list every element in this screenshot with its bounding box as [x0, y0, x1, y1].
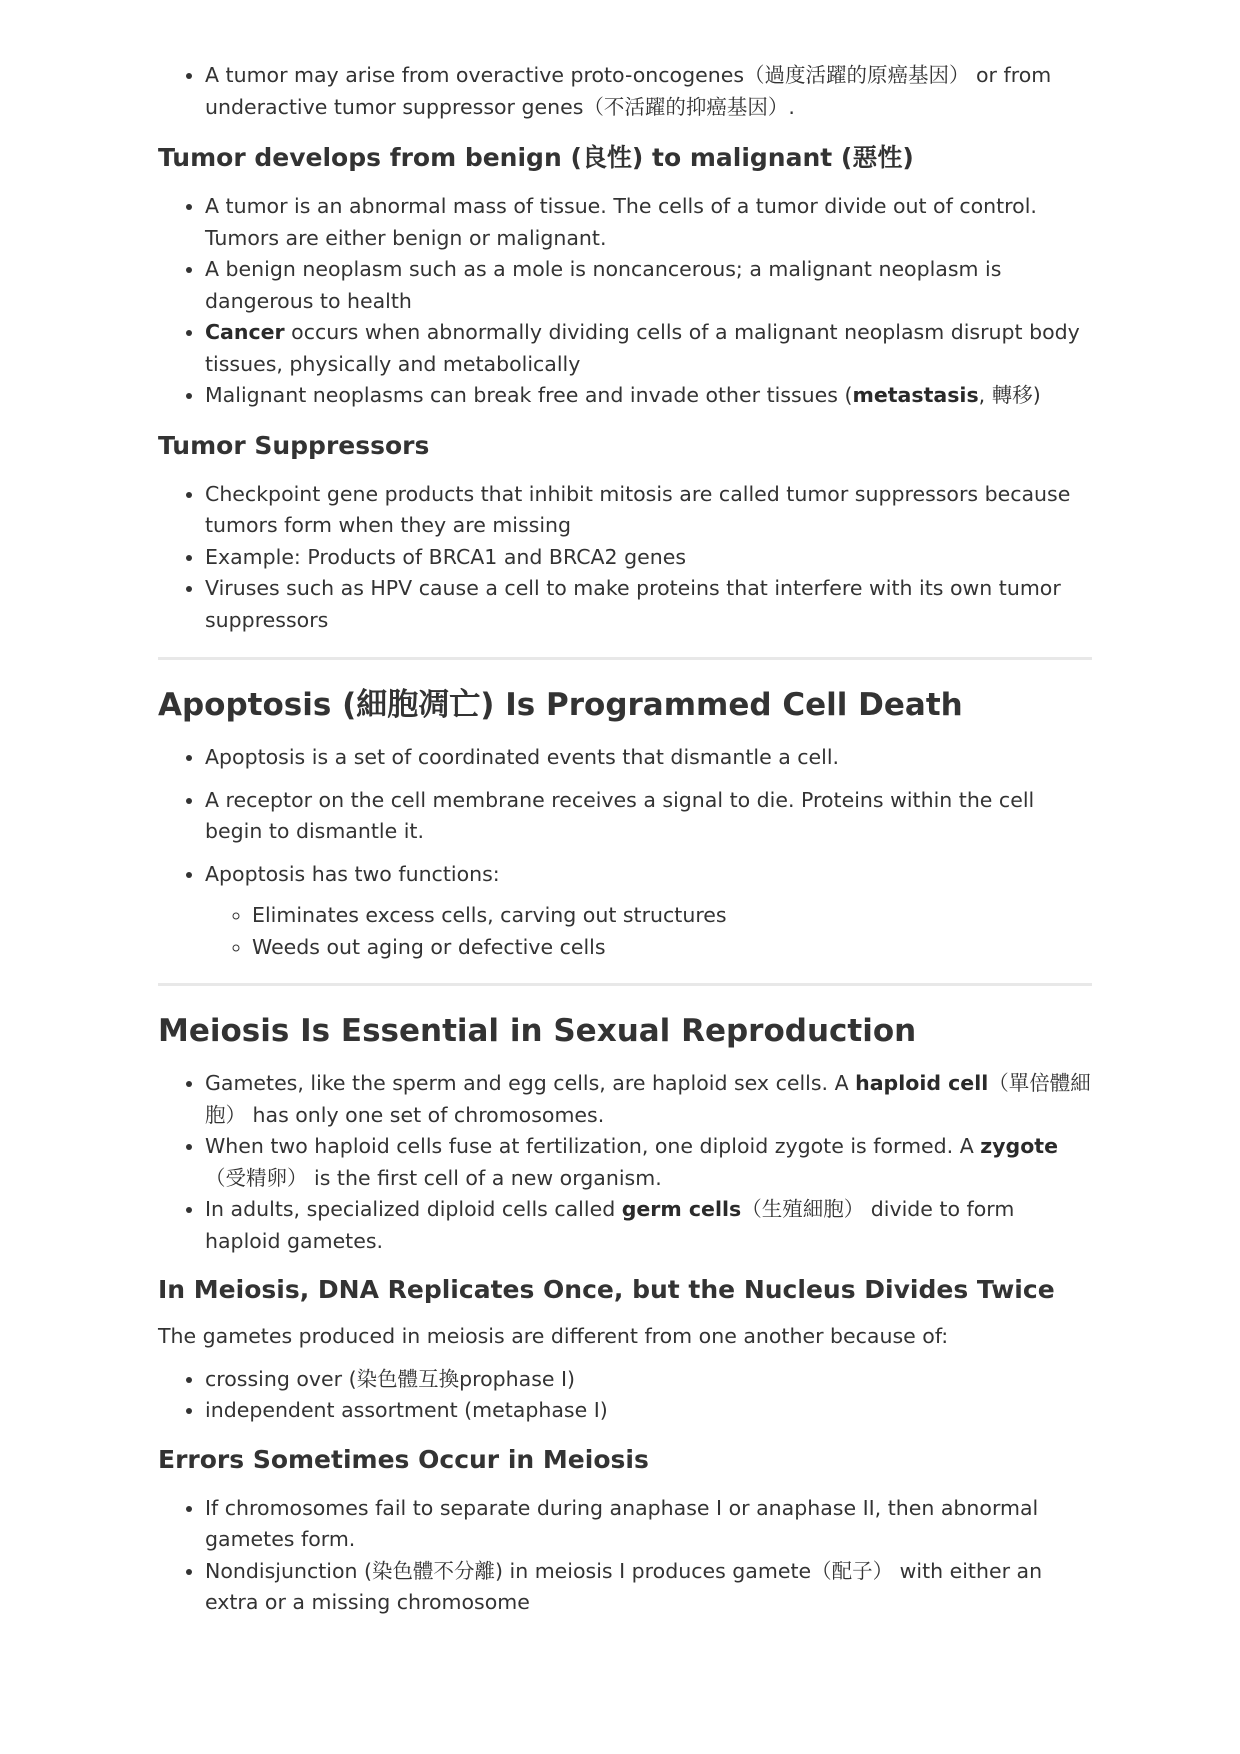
- list-item: • Apoptosis is a set of coordinated events that dismantle a cell.: [205, 742, 1092, 774]
- list-item: • In adults, specialized diploid cells called germ cells（生殖細胞） divide to form haploid gametes.: [205, 1194, 1092, 1257]
- intro-list: [158, 60, 1092, 123]
- list-item: • Apoptosis has two functions: ◦ Eliminates excess cells, carving out structures ◦ Weeds out aging or defective cells: [205, 859, 1092, 964]
- sub-list-item: ◦ Eliminates excess cells, carving out structures: [252, 900, 1092, 932]
- term-cancer: Cancer: [205, 320, 285, 344]
- sub-list-item: ◦ Weeds out aging or defective cells: [252, 932, 1092, 964]
- apoptosis-list: [158, 742, 1092, 963]
- tumor-suppressors-list: [158, 479, 1092, 637]
- errors-list: [158, 1493, 1092, 1619]
- list-item: • Cancer occurs when abnormally dividing cells of a malignant neoplasm disrupt body tissues, physically and metabolically: [205, 317, 1092, 380]
- list-item: • A receptor on the cell membrane receives a signal to die. Proteins within the cell begin to dismantle it.: [205, 785, 1092, 848]
- list-item: • crossing over (染色體互換prophase I): [205, 1364, 1092, 1396]
- list-item: • Gametes, like the sperm and egg cells, are haploid sex cells. A haploid cell（單倍體細胞） has only one set of chromosomes.: [205, 1068, 1092, 1131]
- term-germ-cells: germ cells: [621, 1197, 742, 1221]
- dna-replicates-heading: In Meiosis, DNA Replicates Once, but the Nucleus Divides Twice: [158, 1275, 1055, 1304]
- list-item: • independent assortment (metaphase I): [205, 1395, 1092, 1427]
- errors-heading: Errors Sometimes Occur in Meiosis: [158, 1444, 649, 1474]
- term-zygote: zygote: [980, 1134, 1059, 1158]
- list-item: • Example: Products of BRCA1 and BRCA2 genes: [205, 542, 1092, 574]
- list-item: • Checkpoint gene products that inhibit mitosis are called tumor suppressors because tumors form when they are missing: [205, 479, 1092, 542]
- list-item: • A benign neoplasm such as a mole is noncancerous; a malignant neoplasm is dangerous to health: [205, 254, 1092, 317]
- list-item: • A tumor may arise from overactive proto-oncogenes（過度活躍的原癌基因） or from underactive tumor suppressor genes（不活躍的抑癌基因）.: [205, 60, 1092, 123]
- tumor-suppressors-heading: Tumor Suppressors: [158, 430, 430, 460]
- list-item: • Malignant neoplasms can break free and invade other tissues (metastasis, 轉移): [205, 380, 1092, 412]
- tumor-develops-list: [158, 191, 1092, 412]
- list-item: • Viruses such as HPV cause a cell to make proteins that interfere with its own tumor suppressors: [205, 573, 1092, 636]
- list-item: • If chromosomes fail to separate during anaphase I or anaphase II, then abnormal gametes form.: [205, 1493, 1092, 1556]
- apoptosis-sublist: [205, 900, 1092, 963]
- section-divider: [158, 983, 1092, 986]
- apoptosis-heading: Apoptosis (細胞凋亡) Is Programmed Cell Death: [158, 687, 963, 723]
- list-item: • When two haploid cells fuse at fertilization, one diploid zygote is formed. A zygote（受精卵） is the first cell of a new organism.: [205, 1131, 1092, 1194]
- term-metastasis: metastasis: [852, 383, 979, 407]
- dna-replicates-paragraph: The gametes produced in meiosis are different from one another because of:: [158, 1324, 949, 1348]
- list-item: • Nondisjunction (染色體不分離) in meiosis I produces gamete（配子） with either an extra or a missing chromosome: [205, 1556, 1092, 1619]
- document-content: [158, 60, 1092, 1619]
- section-divider: [158, 657, 1092, 660]
- meiosis-heading: Meiosis Is Essential in Sexual Reproduction: [158, 1013, 917, 1049]
- dna-replicates-list: [158, 1364, 1092, 1427]
- list-item: • A tumor is an abnormal mass of tissue. The cells of a tumor divide out of control. Tumors are either benign or malignant.: [205, 191, 1092, 254]
- term-haploid-cell: haploid cell: [855, 1071, 989, 1095]
- tumor-develops-heading: Tumor develops from benign (良性) to malignant (惡性): [158, 143, 914, 172]
- meiosis-list: [158, 1068, 1092, 1257]
